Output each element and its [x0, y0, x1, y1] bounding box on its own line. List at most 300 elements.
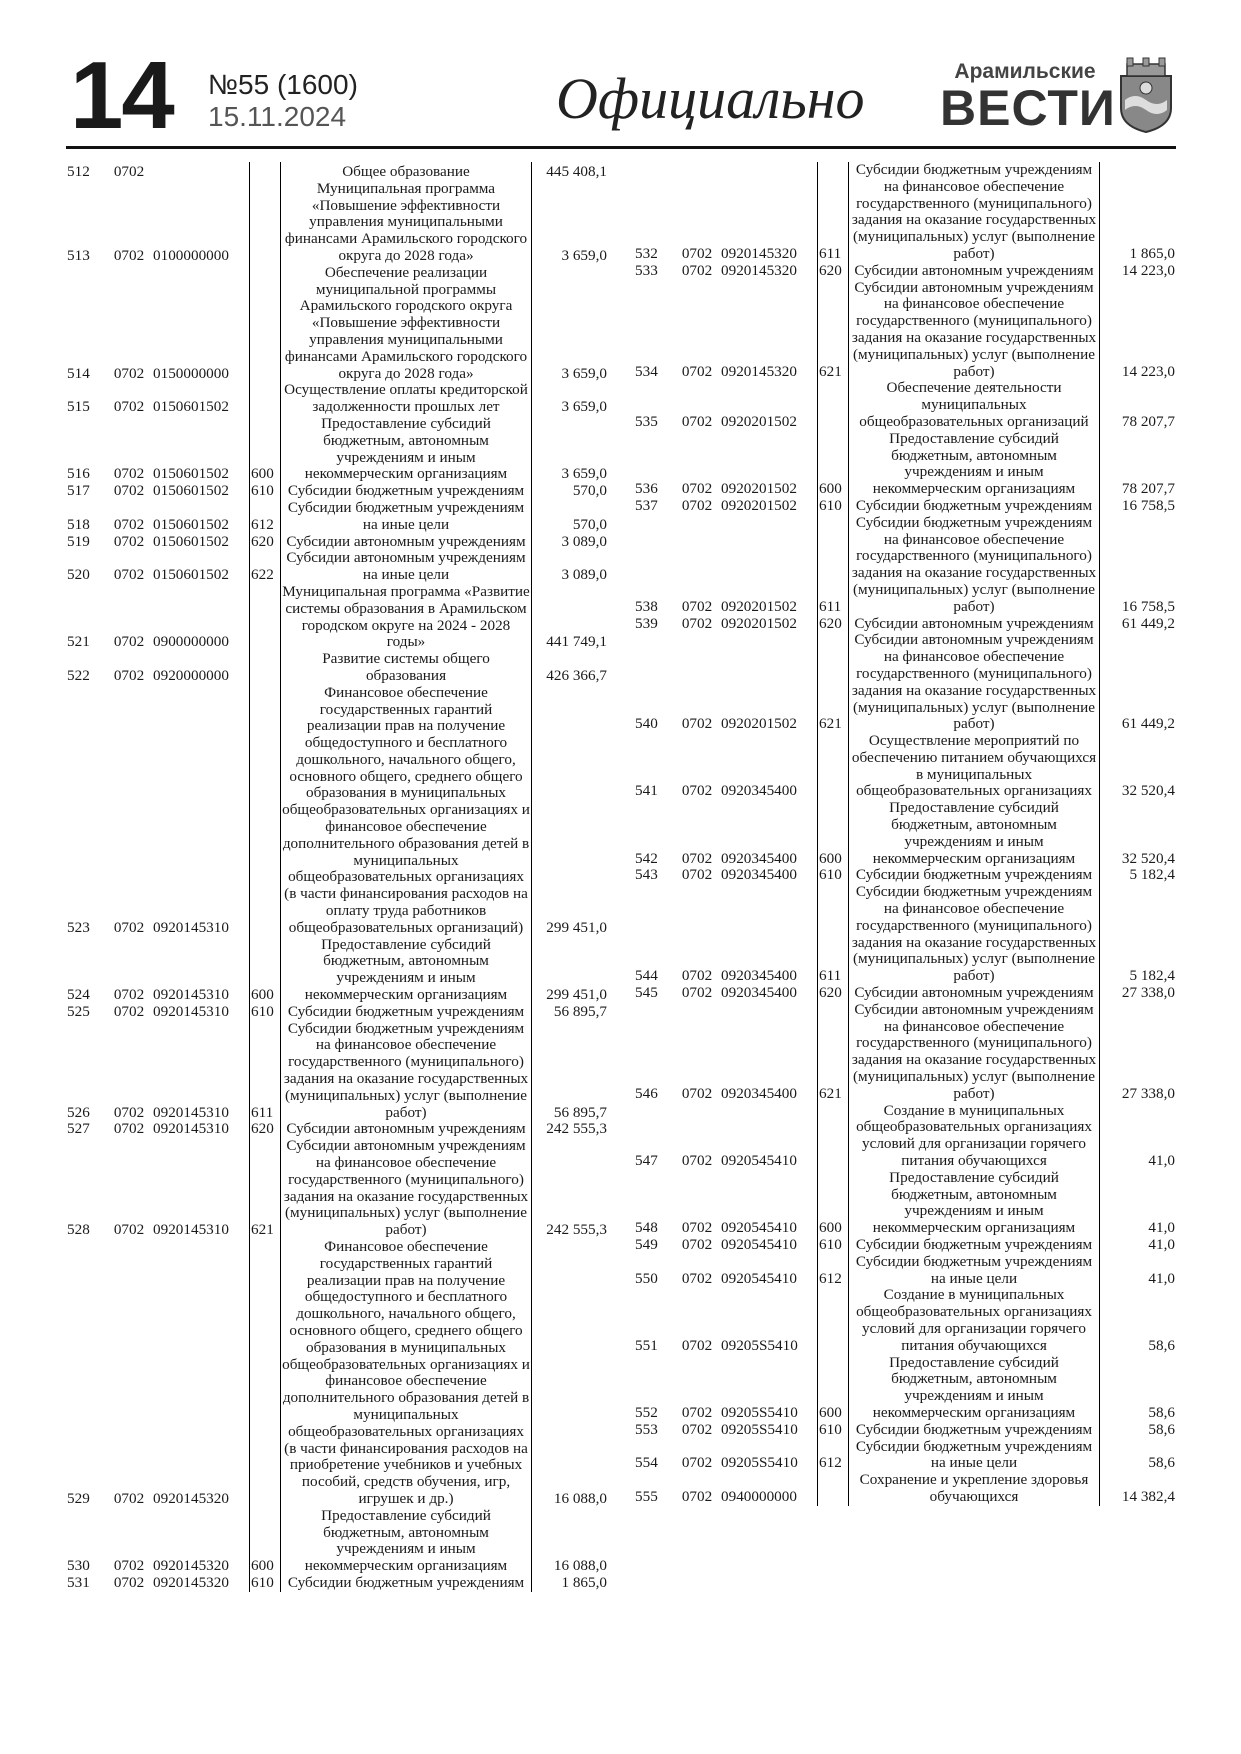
expense-type-code: 620: [250, 534, 281, 551]
expense-type-code: [818, 1287, 849, 1354]
section-code: 0702: [681, 362, 713, 380]
amount-value: 78 207,7: [1121, 480, 1175, 498]
expense-type-code: 611: [818, 884, 849, 985]
target-article-code: 0100000000: [152, 181, 250, 265]
table-row: [634, 985, 1176, 1002]
expense-type-code: 612: [250, 500, 281, 534]
item-description: Сохранение и укрепление здоровья обучающихся: [849, 1472, 1100, 1506]
target-article-code: 0150601502: [152, 382, 250, 416]
expense-type-code: 612: [818, 1254, 849, 1288]
table-row: [634, 380, 1176, 430]
expense-type-code: 620: [818, 985, 849, 1002]
target-article-code: 0920145320: [720, 280, 818, 381]
expense-type-code: 600: [818, 800, 849, 867]
page-number: 14: [70, 42, 173, 149]
row-number: 537: [635, 497, 658, 514]
expense-type-code: 621: [818, 1002, 849, 1103]
expense-type-code: [250, 584, 281, 651]
row-number: 555: [635, 1487, 658, 1505]
target-article-code: 0920345400: [720, 985, 818, 1002]
table-row: [634, 1254, 1176, 1288]
row-number: 549: [635, 1237, 658, 1253]
target-article-code: 0920145310: [152, 1121, 250, 1138]
amount-value: 56 895,7: [553, 1003, 607, 1020]
row-number: 520: [67, 566, 90, 584]
amount-value: 58,6: [1148, 1336, 1175, 1354]
item-description: Развитие системы общего образования: [281, 651, 532, 685]
target-article-code: 0920145310: [152, 1138, 250, 1239]
row-number: 552: [635, 1403, 658, 1421]
item-description: Предоставление субсидий бюджетным, автономным учреждениям и иным некоммерческим организациям: [281, 416, 532, 483]
row-number: 514: [67, 364, 90, 382]
table-row: [66, 937, 608, 1004]
coat-of-arms-icon: [1117, 56, 1175, 134]
expense-type-code: [250, 162, 281, 181]
target-article-code: 0150601502: [152, 416, 250, 483]
expense-type-code: [250, 685, 281, 937]
amount-value: 41,0: [1148, 1237, 1175, 1253]
amount-value: 242 555,3: [546, 1121, 607, 1138]
target-article-code: 0920145310: [152, 1004, 250, 1021]
section-code: 0702: [113, 246, 145, 264]
table-row: [66, 651, 608, 685]
row-number: 550: [635, 1269, 658, 1287]
expense-type-code: 610: [818, 867, 849, 884]
section-code: 0702: [681, 985, 713, 1002]
row-number: 519: [67, 533, 90, 550]
row-number: 546: [635, 1084, 658, 1102]
expense-type-code: 620: [250, 1121, 281, 1138]
expense-type-code: 621: [250, 1138, 281, 1239]
section-code: 0702: [113, 1221, 145, 1239]
target-article-code: 0920201502: [720, 632, 818, 733]
item-description: Субсидии автономным учреждениям: [281, 1121, 532, 1138]
table-row: [634, 263, 1176, 280]
target-article-code: 0920345400: [720, 1002, 818, 1103]
item-description: Субсидии автономным учреждениям на финансовое обеспечение государственного (муниципального) задания на оказание государственных (муниципальных) услуг (выполнение работ): [849, 632, 1100, 733]
section-code: 0702: [113, 1103, 145, 1121]
table-row: [66, 534, 608, 551]
target-article-code: 09205S5410: [720, 1355, 818, 1422]
row-number: 541: [635, 782, 658, 800]
target-article-code: 0150000000: [152, 265, 250, 383]
table-row: [66, 416, 608, 483]
target-article-code: 0900000000: [152, 584, 250, 651]
newspaper-logo-top: Арамильские: [954, 60, 1096, 83]
expense-type-code: [250, 382, 281, 416]
item-description: Финансовое обеспечение государственных гарантий реализации прав на получение общедоступного и бесплатного дошкольного, начального общего, основного общего, среднего общего образования в муниципальных общеобразовательных организациях и финансовое обеспечение дополнительного образования детей в муниципальных общеобразовательных организациях (в части финансирования расходов на приобретение учебников и учебных пособий, средств обучения, игр, игрушек и др.): [282, 1239, 530, 1507]
amount-value: 3 089,0: [561, 533, 607, 550]
item-description: Предоставление субсидий бюджетным, автономным учреждениям и иным некоммерческим организациям: [849, 431, 1100, 498]
table-row: [66, 1239, 608, 1508]
amount-value: 14 223,0: [1121, 362, 1175, 380]
section-code: 0702: [681, 597, 713, 615]
row-number: 531: [67, 1574, 90, 1591]
expense-type-code: [250, 181, 281, 265]
target-article-code: 0920545410: [720, 1254, 818, 1288]
amount-value: 56 895,7: [553, 1103, 607, 1121]
expense-type-code: 600: [250, 416, 281, 483]
table-row: [634, 280, 1176, 381]
target-article-code: 0920145320: [720, 263, 818, 280]
table-row: [66, 483, 608, 500]
section-code: 0702: [113, 633, 145, 651]
target-article-code: [152, 162, 250, 181]
target-article-code: 0920345400: [720, 884, 818, 985]
section-code: 0702: [681, 262, 713, 279]
item-description: Муниципальная программа «Повышение эффективности управления муниципальными финансами Арамильского городского округа до 2028 года»: [281, 181, 532, 265]
row-number: 535: [635, 412, 658, 430]
amount-value: 242 555,3: [546, 1221, 607, 1239]
item-description: Финансовое обеспечение государственных гарантий реализации прав на получение общедоступного и бесплатного дошкольного, начального общего, основного общего, среднего общего образования в муниципальных общеобразовательных организациях и финансовое обеспечение дополнительного образования детей в муниципальных общеобразовательных организациях (в части финансирования расходов на оплату труда работников общеобразовательных организаций): [282, 684, 530, 936]
item-description: Муниципальная программа «Развитие системы образования в Арамильском городском округе на 2024 - 2028 годы»: [282, 583, 530, 651]
row-number: 515: [67, 398, 90, 416]
row-number: 548: [635, 1219, 658, 1237]
target-article-code: 0150601502: [152, 534, 250, 551]
expense-type-code: [250, 265, 281, 383]
expense-type-code: 600: [250, 937, 281, 1004]
expense-type-code: [250, 651, 281, 685]
target-article-code: 0920545410: [720, 1237, 818, 1254]
expense-type-code: [818, 733, 849, 800]
issue-date: 15.11.2024: [208, 101, 347, 132]
expense-type-code: 611: [818, 515, 849, 616]
section-code: 0702: [113, 986, 145, 1004]
target-article-code: 0920145310: [152, 685, 250, 937]
table-row: [634, 800, 1176, 867]
table-row: [66, 1004, 608, 1021]
section-code: 0702: [681, 782, 713, 800]
item-description: Осуществление мероприятий по обеспечению питанием обучающихся в муниципальных общеобразовательных организациях: [849, 733, 1100, 800]
section-code: 0702: [113, 483, 145, 500]
item-description: Субсидии автономным учреждениям: [281, 534, 532, 551]
expense-type-code: 610: [250, 483, 281, 500]
amount-value: 16 758,5: [1121, 597, 1175, 615]
row-number: 551: [635, 1336, 658, 1354]
target-article-code: 0920145320: [152, 1239, 250, 1508]
target-article-code: 0920345400: [720, 867, 818, 884]
table-row: [634, 431, 1176, 498]
target-article-code: 0920201502: [720, 431, 818, 498]
amount-value: 14 223,0: [1121, 262, 1175, 279]
amount-value: 32 520,4: [1121, 849, 1175, 867]
row-number: 528: [67, 1221, 90, 1239]
section-code: 0702: [681, 497, 713, 514]
expense-type-code: [818, 380, 849, 430]
item-description: Общее образование: [281, 162, 532, 181]
header-rule: [66, 146, 1176, 149]
amount-value: 5 182,4: [1129, 967, 1175, 985]
target-article-code: 0920000000: [152, 651, 250, 685]
item-description: Субсидии бюджетным учреждениям: [849, 1422, 1100, 1439]
row-number: 523: [67, 918, 90, 936]
expense-type-code: 610: [818, 1422, 849, 1439]
amount-value: 41,0: [1148, 1152, 1175, 1170]
target-article-code: 0150601502: [152, 550, 250, 584]
section-code: 0702: [681, 480, 713, 498]
item-description: Субсидии бюджетным учреждениям на иные цели: [281, 500, 532, 534]
expense-type-code: 610: [250, 1004, 281, 1021]
item-description: Предоставление субсидий бюджетным, автономным учреждениям и иным некоммерческим организациям: [849, 800, 1100, 867]
table-row: [66, 1121, 608, 1138]
item-description: Обеспечение деятельности муниципальных общеобразовательных организаций: [849, 380, 1100, 430]
section-code: 0702: [681, 1237, 713, 1253]
amount-value: 426 366,7: [546, 666, 607, 684]
row-number: 538: [635, 597, 658, 615]
item-description: Субсидии бюджетным учреждениям: [849, 498, 1100, 515]
target-article-code: 09205S5410: [720, 1422, 818, 1439]
section-code: 0702: [681, 615, 713, 632]
newspaper-logo-main: ВЕСТИ: [940, 80, 1116, 136]
target-article-code: 09205S5410: [720, 1287, 818, 1354]
section-code: 0702: [681, 849, 713, 867]
expense-type-code: 621: [818, 632, 849, 733]
target-article-code: 0920145320: [152, 1575, 250, 1592]
item-description: Субсидии бюджетным учреждениям на финансовое обеспечение государственного (муниципального) задания на оказание государственных (муниципальных) услуг (выполнение работ): [849, 515, 1100, 616]
section-code: 0702: [113, 1557, 145, 1575]
section-code: 0702: [113, 1003, 145, 1020]
amount-value: 41,0: [1148, 1269, 1175, 1287]
section-code: 0702: [681, 867, 713, 884]
target-article-code: 0150601502: [152, 483, 250, 500]
amount-value: 32 520,4: [1121, 782, 1175, 800]
row-number: 518: [67, 515, 90, 533]
item-description: Субсидии автономным учреждениям на финансовое обеспечение государственного (муниципального) задания на оказание государственных (муниципальных) услуг (выполнение работ): [849, 1002, 1100, 1103]
amount-value: 27 338,0: [1121, 985, 1175, 1002]
target-article-code: 0150601502: [152, 500, 250, 534]
item-description: Субсидии бюджетным учреждениям: [849, 867, 1100, 884]
item-description: Субсидии бюджетным учреждениям: [281, 1004, 532, 1021]
row-number: 521: [67, 633, 90, 651]
expense-type-code: 600: [818, 1170, 849, 1237]
table-row: [66, 500, 608, 534]
row-number: 534: [635, 362, 658, 380]
section-code: 0702: [113, 1574, 145, 1591]
row-number: 527: [67, 1121, 90, 1138]
expense-type-code: [250, 1239, 281, 1508]
expense-type-code: 610: [818, 1237, 849, 1254]
expense-type-code: 622: [250, 550, 281, 584]
target-article-code: 0920145320: [720, 162, 818, 263]
item-description: Предоставление субсидий бюджетным, автономным учреждениям и иным некоммерческим организациям: [281, 1508, 532, 1575]
item-description: Субсидии бюджетным учреждениям на финансовое обеспечение государственного (муниципального) задания на оказание государственных (муниципальных) услуг (выполнение работ): [281, 1021, 532, 1122]
table-row: [66, 584, 608, 651]
expense-type-code: 600: [250, 1508, 281, 1575]
row-number: 529: [67, 1489, 90, 1507]
item-description: Субсидии бюджетным учреждениям: [281, 1575, 532, 1592]
row-number: 522: [67, 666, 90, 684]
target-article-code: 0920545410: [720, 1103, 818, 1170]
item-description: Субсидии бюджетным учреждениям на иные цели: [849, 1254, 1100, 1288]
amount-value: 3 659,0: [561, 465, 607, 483]
amount-value: 1 865,0: [561, 1574, 607, 1591]
item-description: Обеспечение реализации муниципальной программы Арамильского городского округа «Повышение эффективности управления муниципальными финансами Арамильского городского округа до 2028 года»: [281, 265, 532, 383]
amount-value: 41,0: [1148, 1219, 1175, 1237]
section-code: 0702: [681, 1454, 713, 1472]
expense-type-code: 600: [818, 431, 849, 498]
table-row: [634, 884, 1176, 985]
row-number: 526: [67, 1103, 90, 1121]
row-number: 517: [67, 483, 90, 500]
table-row: [634, 1472, 1176, 1506]
issue-number: №55 (1600): [208, 69, 358, 100]
row-number: 532: [635, 244, 658, 262]
table-row: [634, 616, 1176, 633]
expense-type-code: [818, 1103, 849, 1170]
target-article-code: 0920201502: [720, 498, 818, 515]
budget-table-right: [634, 162, 1176, 1506]
row-number: 525: [67, 1003, 90, 1020]
item-description: Создание в муниципальных общеобразовательных организациях условий для организации горячего питания обучающихся: [849, 1103, 1100, 1170]
item-description: Субсидии автономным учреждениям: [849, 616, 1100, 633]
item-description: Субсидии автономным учреждениям на иные цели: [281, 550, 532, 584]
amount-value: 78 207,7: [1121, 412, 1175, 430]
section-code: 0702: [681, 1219, 713, 1237]
section-code: 0702: [113, 364, 145, 382]
item-description: Субсидии бюджетным учреждениям на финансовое обеспечение государственного (муниципального) задания на оказание государственных (муниципальных) услуг (выполнение работ): [849, 162, 1100, 263]
target-article-code: 0920201502: [720, 616, 818, 633]
table-row: [66, 162, 608, 181]
row-number: 542: [635, 849, 658, 867]
amount-value: 3 659,0: [561, 246, 607, 264]
amount-value: 16 758,5: [1121, 497, 1175, 514]
amount-value: 299 451,0: [546, 918, 607, 936]
target-article-code: 0920145320: [152, 1508, 250, 1575]
section-code: 0702: [681, 1403, 713, 1421]
section-code: 0702: [113, 918, 145, 936]
table-row: [66, 1021, 608, 1122]
expense-type-code: 620: [818, 616, 849, 633]
table-row: [66, 550, 608, 584]
section-code: 0702: [113, 163, 145, 180]
row-number: 544: [635, 967, 658, 985]
table-row: [66, 181, 608, 265]
table-row: [634, 1170, 1176, 1237]
section-code: 0702: [681, 1084, 713, 1102]
amount-value: 570,0: [572, 483, 607, 500]
table-row: [634, 1287, 1176, 1354]
amount-value: 445 408,1: [546, 163, 607, 180]
row-number: 516: [67, 465, 90, 483]
target-article-code: 0920545410: [720, 1170, 818, 1237]
table-row: [634, 733, 1176, 800]
item-description: Субсидии автономным учреждениям: [849, 985, 1100, 1002]
item-description: Осуществление оплаты кредиторской задолженности прошлых лет: [281, 382, 532, 416]
table-row: [634, 1422, 1176, 1439]
expense-type-code: 611: [250, 1021, 281, 1122]
target-article-code: 0940000000: [720, 1472, 818, 1506]
item-description: Предоставление субсидий бюджетным, автономным учреждениям и иным некоммерческим организациям: [849, 1355, 1100, 1422]
expense-type-code: 610: [250, 1575, 281, 1592]
section-code: 0702: [681, 244, 713, 262]
amount-value: 570,0: [572, 515, 607, 533]
expense-type-code: 612: [818, 1439, 849, 1473]
amount-value: 16 088,0: [553, 1557, 607, 1575]
amount-value: 61 449,2: [1121, 715, 1175, 733]
expense-type-code: 611: [818, 162, 849, 263]
target-article-code: 0920345400: [720, 800, 818, 867]
amount-value: 58,6: [1148, 1454, 1175, 1472]
table-row: [634, 632, 1176, 733]
row-number: 524: [67, 986, 90, 1004]
item-description: Субсидии автономным учреждениям: [849, 263, 1100, 280]
row-number: 554: [635, 1454, 658, 1472]
amount-value: 16 088,0: [553, 1489, 607, 1507]
table-row: [634, 1355, 1176, 1422]
target-article-code: 0920345400: [720, 733, 818, 800]
row-number: 547: [635, 1152, 658, 1170]
item-description: Субсидии автономным учреждениям на финансовое обеспечение государственного (муниципального) задания на оказание государственных (муниципальных) услуг (выполнение работ): [849, 280, 1100, 381]
section-code: 0702: [681, 715, 713, 733]
table-row: [66, 1138, 608, 1239]
row-number: 539: [635, 615, 658, 632]
amount-value: 3 659,0: [561, 364, 607, 382]
table-row: [634, 1002, 1176, 1103]
table-row: [634, 162, 1176, 263]
section-code: 0702: [113, 398, 145, 416]
amount-value: 27 338,0: [1121, 1084, 1175, 1102]
table-row: [634, 1237, 1176, 1254]
section-title: Официально: [556, 66, 865, 131]
amount-value: 3 659,0: [561, 398, 607, 416]
section-code: 0702: [681, 1421, 713, 1438]
expense-type-code: 610: [818, 498, 849, 515]
table-row: [66, 685, 608, 937]
table-row: [66, 1575, 608, 1592]
table-row: [66, 382, 608, 416]
item-description: Субсидии автономным учреждениям на финансовое обеспечение государственного (муниципального) задания на оказание государственных (муниципальных) услуг (выполнение работ): [281, 1138, 532, 1239]
expense-type-code: [818, 1472, 849, 1506]
row-number: 530: [67, 1557, 90, 1575]
item-description: Предоставление субсидий бюджетным, автономным учреждениям и иным некоммерческим организациям: [849, 1170, 1100, 1237]
expense-type-code: 620: [818, 263, 849, 280]
item-description: Создание в муниципальных общеобразовательных организациях условий для организации горячего питания обучающихся: [849, 1287, 1100, 1354]
section-code: 0702: [681, 1487, 713, 1505]
section-code: 0702: [681, 412, 713, 430]
row-number: 545: [635, 985, 658, 1002]
amount-value: 1 865,0: [1129, 244, 1175, 262]
amount-value: 58,6: [1148, 1421, 1175, 1438]
section-code: 0702: [681, 1336, 713, 1354]
table-row: [66, 1508, 608, 1575]
row-number: 536: [635, 480, 658, 498]
section-code: 0702: [681, 1152, 713, 1170]
section-code: 0702: [113, 515, 145, 533]
row-number: 540: [635, 715, 658, 733]
table-row: [634, 498, 1176, 515]
table-row: [634, 867, 1176, 884]
expense-type-code: 621: [818, 280, 849, 381]
section-code: 0702: [113, 666, 145, 684]
target-article-code: 0920145310: [152, 1021, 250, 1122]
section-code: 0702: [113, 533, 145, 550]
expense-type-code: 600: [818, 1355, 849, 1422]
row-number: 512: [67, 163, 90, 180]
amount-value: 61 449,2: [1121, 615, 1175, 632]
row-number: 533: [635, 262, 658, 279]
target-article-code: 09205S5410: [720, 1439, 818, 1473]
target-article-code: 0920145310: [152, 937, 250, 1004]
section-code: 0702: [113, 1489, 145, 1507]
amount-value: 441 749,1: [546, 633, 607, 651]
row-number: 553: [635, 1421, 658, 1438]
amount-value: 58,6: [1148, 1403, 1175, 1421]
section-code: 0702: [681, 967, 713, 985]
section-code: 0702: [113, 1121, 145, 1138]
amount-value: 5 182,4: [1129, 867, 1175, 884]
budget-table-left: [66, 162, 608, 1592]
target-article-code: 0920201502: [720, 515, 818, 616]
